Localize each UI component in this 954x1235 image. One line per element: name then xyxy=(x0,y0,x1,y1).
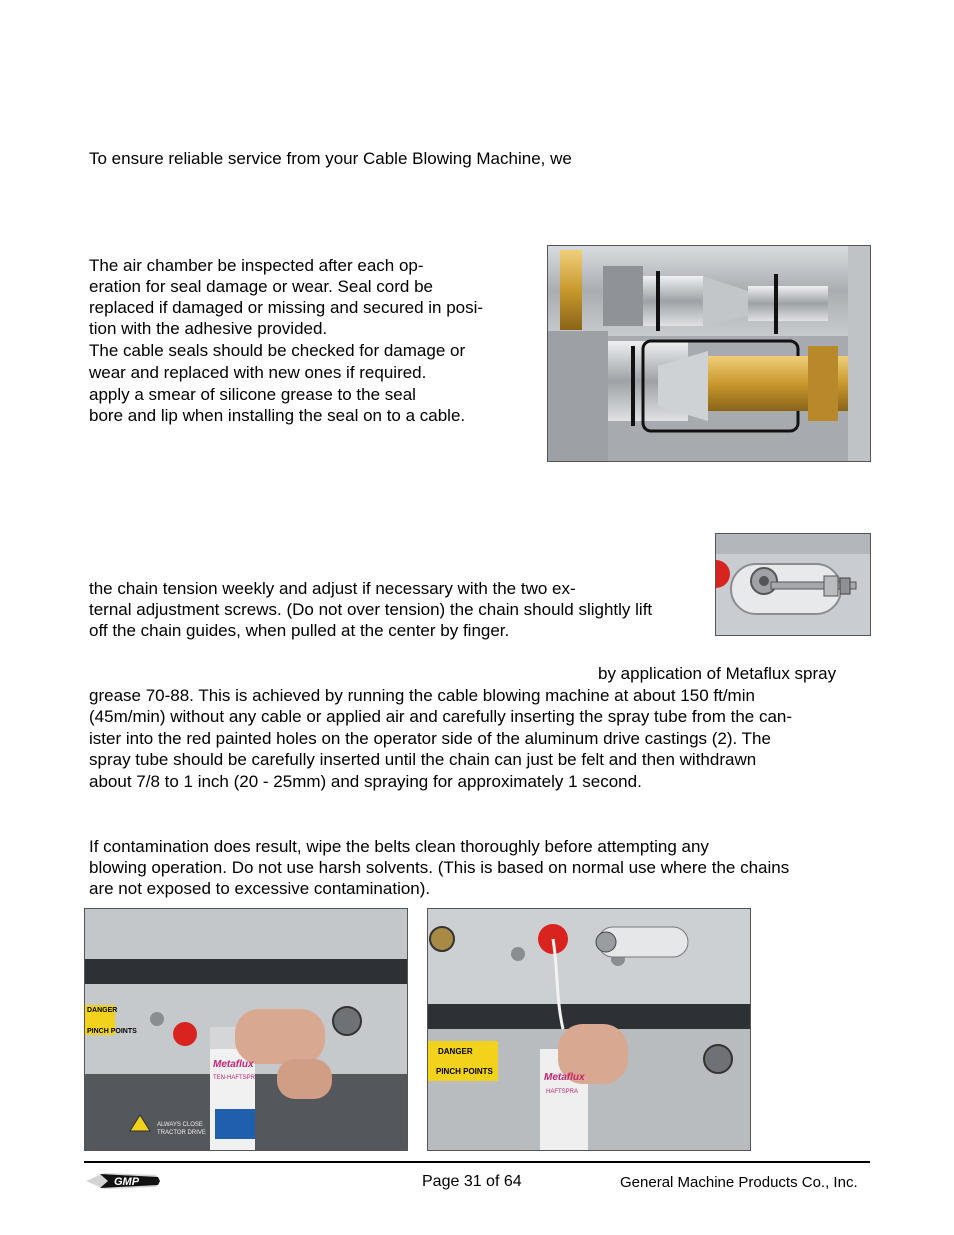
text-line: tion with the adhesive provided. xyxy=(89,319,328,338)
tension-screw-photo xyxy=(715,533,871,636)
can-sub-label: HAFTSPRA xyxy=(546,1089,579,1095)
text-line: are not exposed to excessive contamination). xyxy=(89,879,431,898)
gmp-logo xyxy=(86,1169,160,1193)
tension-screw-illustration xyxy=(716,534,870,635)
text-line: (45m/min) without any cable or applied air and carefully inserting the spray tube from the can- xyxy=(89,707,793,726)
text-line: The cable seals should be checked for damage or xyxy=(89,341,466,360)
spray-lubrication-photo-right xyxy=(427,908,751,1151)
text-line: ister into the red painted holes on the operator side of the aluminum drive castings (2). The xyxy=(89,729,771,748)
air-chamber-illustration xyxy=(548,246,870,461)
text-line: wear and replaced with new ones if required. xyxy=(89,363,427,382)
pinch-points-label: PINCH POINTS xyxy=(87,1028,137,1035)
can-brand-label: Metaflux xyxy=(544,1072,585,1083)
text-line: ternal adjustment screws. (Do not over tension) the chain should slightly lift xyxy=(89,600,653,619)
danger-sign-label: DANGER xyxy=(87,1007,118,1014)
text-line: The air chamber be inspected after each op- xyxy=(89,256,424,275)
text-line: If contamination does result, wipe the belts clean thoroughly before attempting any xyxy=(89,837,709,856)
text-line: off the chain guides, when pulled at the center by finger. xyxy=(89,621,510,640)
can-sub-label: TEN-HAFTSPR xyxy=(213,1075,255,1081)
gmp-logo-icon xyxy=(86,1169,160,1193)
text-line: eration for seal damage or wear. Seal cord be xyxy=(89,277,433,296)
text-line: by application of Metaflux spray xyxy=(598,664,837,683)
text-line: blowing operation. Do not use harsh solvents. (This is based on normal use where the chains xyxy=(89,858,790,877)
spray-right-illustration xyxy=(428,909,750,1150)
text-line: grease 70-88. This is achieved by running the cable blowing machine at about 150 ft/min xyxy=(89,686,755,705)
gmp-logo-text: GMP xyxy=(114,1176,140,1188)
page-number: Page 31 of 64 xyxy=(422,1173,522,1190)
company-name: General Machine Products Co., Inc. xyxy=(620,1174,858,1191)
text-line: the chain tension weekly and adjust if necessary with the two ex- xyxy=(89,579,576,598)
intro-line: To ensure reliable service from your Cable Blowing Machine, we xyxy=(89,149,572,168)
text-line: apply a smear of silicone grease to the seal xyxy=(89,385,416,404)
spray-lubrication-photo-left xyxy=(84,908,408,1151)
text-line: bore and lip when installing the seal on to a cable. xyxy=(89,406,466,425)
can-brand-label: Metaflux xyxy=(213,1059,254,1070)
pinch-points-label: PINCH POINTS xyxy=(436,1067,493,1076)
text-line: replaced if damaged or missing and secured in posi- xyxy=(89,298,484,317)
footer-rule xyxy=(84,1161,870,1163)
danger-sign-label: DANGER xyxy=(438,1047,473,1056)
text-line: spray tube should be carefully inserted until the chain can just be felt and then withdrawn xyxy=(89,750,757,769)
text-line: about 7/8 to 1 inch (20 - 25mm) and spraying for approximately 1 second. xyxy=(89,772,642,791)
air-chamber-photo xyxy=(547,245,871,462)
tractor-notice-label: ALWAYS CLOSE TRACTOR DRIVE xyxy=(157,1122,206,1136)
